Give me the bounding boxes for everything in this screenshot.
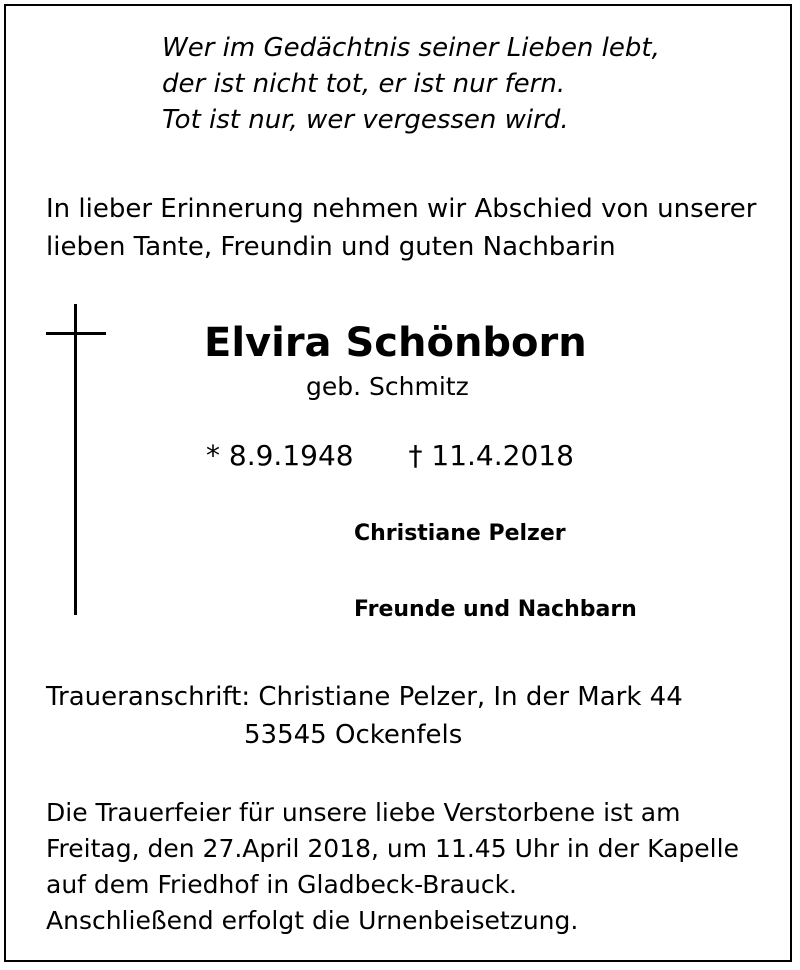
birth-date: * 8.9.1948 [206,439,354,472]
intro-line: In lieber Erinnerung nehmen wir Abschied von unserer [46,194,757,224]
ceremony-line: Anschließend erfolgt die Urnenbeisetzung. [46,906,579,935]
deceased-name: Elvira Schönborn [204,320,587,366]
ceremony-line: Die Trauerfeier für unsere liebe Verstorbene ist am [46,798,681,827]
death-date: † 11.4.2018 [408,439,574,472]
ceremony-line: Freitag, den 27.April 2018, um 11.45 Uhr in der Kapelle [46,834,739,863]
ceremony-notice [46,795,739,939]
cross-icon [74,304,77,615]
mourner-name: Christiane Pelzer [354,521,566,546]
poem-line: Wer im Gedächtnis seiner Lieben lebt, [162,33,660,63]
farewell-intro [46,190,756,266]
poem-line: Tot ist nur, wer vergessen wird. [162,105,569,135]
intro-line: lieben Tante, Freundin und guten Nachbarin [46,232,616,262]
address-line: 53545 Ockenfels [244,720,463,750]
memorial-poem [162,30,660,138]
mourning-address [46,678,683,754]
life-dates [206,439,574,472]
mourner-name: Freunde und Nachbarn [354,597,637,622]
maiden-name: geb. Schmitz [306,372,469,401]
address-line: Traueranschrift: Christiane Pelzer, In der Mark 44 [46,682,683,712]
poem-line: der ist nicht tot, er ist nur fern. [162,69,566,99]
obituary-frame [4,4,792,962]
ceremony-line: auf dem Friedhof in Gladbeck-Brauck. [46,870,517,899]
cross-icon-bar [46,332,106,335]
